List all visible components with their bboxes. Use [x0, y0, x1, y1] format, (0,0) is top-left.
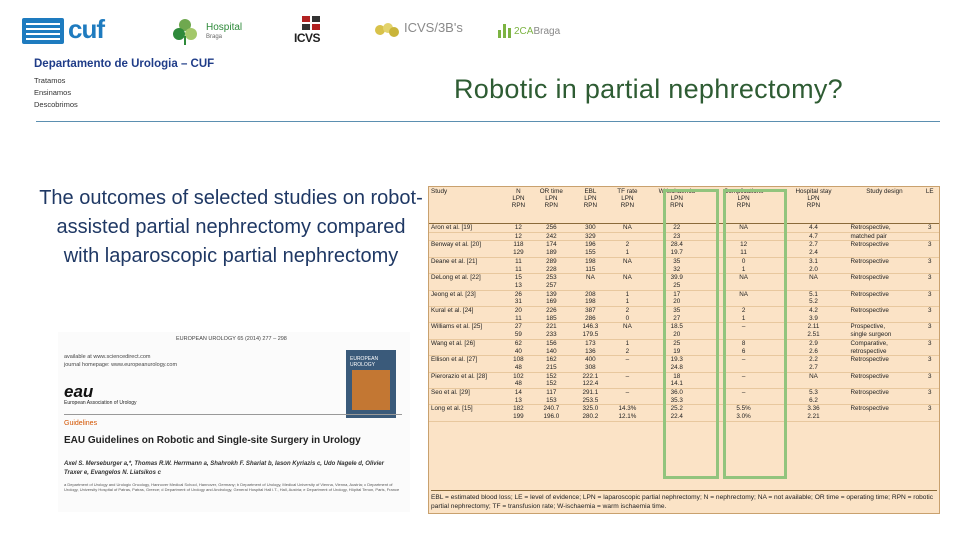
- table-cell: 329: [571, 232, 610, 241]
- table-cell: 2.11 2.51: [779, 323, 849, 339]
- table-cell: 3: [920, 389, 939, 405]
- table-cell: 25.2 22.4: [645, 405, 709, 421]
- table-cell: Retrospective: [848, 405, 920, 421]
- slide-caption: The outcomes of selected studies on robot-assisted partial nephrectomy compared with laparoscopic partial nephrectomy: [39, 187, 423, 267]
- table-cell: 174 189: [532, 241, 571, 257]
- table-cell: 291.1 253.5: [571, 389, 610, 405]
- icvs-3bs-mark-icon: [374, 20, 400, 40]
- table-cell: Retrospective: [848, 372, 920, 388]
- highlight-complications: [723, 189, 787, 479]
- table-cell: 1 2: [610, 339, 645, 355]
- table-cell: NA: [610, 274, 645, 290]
- table-cell: –: [709, 389, 779, 405]
- table-cell: 3: [920, 290, 939, 306]
- table-cell: 3.36 2.21: [779, 405, 849, 421]
- table-cell: 20 11: [505, 307, 532, 323]
- table-cell: NA: [779, 372, 849, 388]
- table-cell: 300: [571, 224, 610, 233]
- cuf-logo-text: cuf: [68, 14, 104, 44]
- table-cell: 3: [920, 241, 939, 257]
- table-cell: 182 199: [505, 405, 532, 421]
- table-cell: Retrospective,: [848, 224, 920, 233]
- table-cell: [920, 232, 939, 241]
- paper-available: available at www.sciencedirect.com: [64, 354, 151, 360]
- table-cell: [610, 232, 645, 241]
- table-cell: 39.9 25: [645, 274, 709, 290]
- table-cell: Comparative, retrospective: [848, 339, 920, 355]
- table-cell: Seo et al. [29]: [429, 389, 505, 405]
- table-cell: Retrospective: [848, 389, 920, 405]
- table-cell: Prospective, single surgeon: [848, 323, 920, 339]
- table-cell: 23: [645, 232, 709, 241]
- table-cell: 208 198: [571, 290, 610, 306]
- paper-divider: [64, 414, 402, 415]
- table-cell: NA: [571, 274, 610, 290]
- table-header-cell: W-ischaemia LPN RPN: [645, 187, 709, 224]
- table-cell: 117 153: [532, 389, 571, 405]
- icvs-3bs-logo: [374, 14, 474, 46]
- table-cell: –: [610, 356, 645, 372]
- table-cell: 400 308: [571, 356, 610, 372]
- table-cell: Williams et al. [25]: [429, 323, 505, 339]
- header-divider: [36, 121, 940, 122]
- table-cell: 2 1: [610, 241, 645, 257]
- table-cell: 18.5 20: [645, 323, 709, 339]
- cuf-mark-icon: [22, 18, 64, 44]
- table-cell: 17 20: [645, 290, 709, 306]
- table-cell: 4.7: [779, 232, 849, 241]
- table-cell: 108 48: [505, 356, 532, 372]
- table-cell: 253 257: [532, 274, 571, 290]
- outcomes-table: [428, 186, 940, 514]
- table-cell: 14.3% 12.1%: [610, 405, 645, 421]
- table-cell: 2.2 2.7: [779, 356, 849, 372]
- table-cell: Jeong et al. [23]: [429, 290, 505, 306]
- table-cell: 2 0: [610, 307, 645, 323]
- table-cell: 152 152: [532, 372, 571, 388]
- eau-logo-subtitle: European Association of Urology: [64, 400, 137, 406]
- department-name: Departamento de Urologia – CUF: [34, 58, 215, 70]
- table-cell: 3: [920, 274, 939, 290]
- table-cell: Pierorazio et al. [28]: [429, 372, 505, 388]
- table-cell: NA: [709, 290, 779, 306]
- table-cell: 3: [920, 323, 939, 339]
- hospital-logo-subtext: Braga: [206, 34, 223, 40]
- table-cell: Deane et al. [21]: [429, 257, 505, 273]
- table-header-cell: Complications LPN RPN: [709, 187, 779, 224]
- tagline-2: Ensinamos: [34, 88, 72, 97]
- table-cell: 173 136: [571, 339, 610, 355]
- table-cell: Aron et al. [19]: [429, 224, 505, 233]
- table-cell: 226 185: [532, 307, 571, 323]
- table-cell: Retrospective: [848, 307, 920, 323]
- table-cell: 242: [532, 232, 571, 241]
- table-cell: 3.1 2.0: [779, 257, 849, 273]
- table-cell: Retrospective: [848, 241, 920, 257]
- table-cell: [429, 232, 505, 241]
- table-cell: 2.7 2.4: [779, 241, 849, 257]
- table-header-cell: Study design: [848, 187, 920, 224]
- 2ca-bars-icon: [498, 24, 512, 38]
- table-cell: 156 140: [532, 339, 571, 355]
- table-cell: NA: [709, 274, 779, 290]
- table-cell: 36.0 35.3: [645, 389, 709, 405]
- table-cell: 3: [920, 372, 939, 388]
- paper-affiliations: a Department of Urology and Urologic Oncology, Hannover Medical School, Hannover, Germany; b Department of Urology, Medical University of Vienna, Vienna, Austria; c Department of Urology, University Hospital of Patras, Patras, Greece; d Department of Urology and Andrology, General Hospital Hall i.T., Hall, Austria; e Department of Urology, Hôpital Tenon, Paris, France: [64, 482, 400, 492]
- table-cell: DeLong et al. [22]: [429, 274, 505, 290]
- hospital-braga-logo: [170, 16, 260, 46]
- table-header-cell: LE: [920, 187, 939, 224]
- table-cell: –: [709, 323, 779, 339]
- table-cell: 3: [920, 257, 939, 273]
- table-cell: 12: [505, 232, 532, 241]
- table-cell: 25 19: [645, 339, 709, 355]
- table-cell: 26 31: [505, 290, 532, 306]
- table-cell: 28.4 19.7: [645, 241, 709, 257]
- table-cell: 4.4: [779, 224, 849, 233]
- table-cell: 5.1 5.2: [779, 290, 849, 306]
- paper-section: Guidelines: [64, 420, 98, 427]
- table-cell: 3: [920, 339, 939, 355]
- table-cell: 325.0 280.2: [571, 405, 610, 421]
- hospital-logo-text: Hospital: [206, 22, 243, 33]
- table-cell: 240.7 196.0: [532, 405, 571, 421]
- table-cell: 3: [920, 224, 939, 233]
- table-cell: 102 48: [505, 372, 532, 388]
- icvs-logo: [294, 14, 354, 46]
- table-header-cell: N LPN RPN: [505, 187, 532, 224]
- paper-homepage: journal homepage: www.europeanurology.com: [64, 362, 178, 368]
- hospital-leaf-icon: [170, 16, 200, 46]
- table-cell: 5.5% 3.0%: [709, 405, 779, 421]
- table-header-cell: Study: [429, 187, 505, 224]
- paper-authors: Axel S. Merseburger a,*, Thomas R.W. Herrmann a, Shahrokh F. Shariat b, Iason Kyriazis c, Udo Nagele d, Olivier Traxer e, Evangelos N. Liatsikos c: [64, 461, 384, 476]
- table-cell: Wang et al. [26]: [429, 339, 505, 355]
- table-header-cell: EBL LPN RPN: [571, 187, 610, 224]
- table-cell: 139 169: [532, 290, 571, 306]
- table-cell: Kural et al. [24]: [429, 307, 505, 323]
- table-cell: 3: [920, 307, 939, 323]
- table-cell: 15 13: [505, 274, 532, 290]
- journal-cover-image: EUROPEAN UROLOGY: [346, 350, 396, 418]
- table-cell: 118 129: [505, 241, 532, 257]
- tagline-3: Descobrimos: [34, 100, 78, 109]
- table-cell: matched pair: [848, 232, 920, 241]
- table-cell: 289 228: [532, 257, 571, 273]
- table-cell: NA: [709, 224, 779, 233]
- table-cell: 62 40: [505, 339, 532, 355]
- table-cell: 256: [532, 224, 571, 233]
- table-cell: 19.3 24.8: [645, 356, 709, 372]
- 2ca-braga-logo: [498, 20, 578, 44]
- table-cell: 27 59: [505, 323, 532, 339]
- table-header-cell: TF rate LPN RPN: [610, 187, 645, 224]
- table-header-cell: Hospital stay LPN RPN: [779, 187, 849, 224]
- table-cell: 11 11: [505, 257, 532, 273]
- paper-title: EAU Guidelines on Robotic and Single-site Surgery in Urology: [64, 435, 361, 446]
- table-cell: Ellison et al. [27]: [429, 356, 505, 372]
- icvs-logo-text: ICVS: [294, 31, 321, 45]
- table-cell: 2.9 2.6: [779, 339, 849, 355]
- table-cell: 5.3 6.2: [779, 389, 849, 405]
- table-cell: 387 286: [571, 307, 610, 323]
- table-cell: Retrospective: [848, 290, 920, 306]
- table-cell: 22: [645, 224, 709, 233]
- table-cell: 2 1: [709, 307, 779, 323]
- table-cell: Retrospective: [848, 356, 920, 372]
- table-footnote: EBL = estimated blood loss; LE = level of evidence; LPN = laparoscopic partial nephrectomy; N = nephrectomy; NA = not available; OR time = operating time; RPN = robotic partial nephrectomy; TF = transfusion rate; W-ischaemia = warm ischaemia time.: [431, 490, 937, 511]
- table-cell: NA: [610, 257, 645, 273]
- tagline-1: Tratamos: [34, 76, 66, 85]
- table-cell: 3: [920, 356, 939, 372]
- table-cell: –: [709, 372, 779, 388]
- table-cell: 222.1 122.4: [571, 372, 610, 388]
- table-cell: NA: [610, 323, 645, 339]
- paper-excerpt-image: [58, 332, 410, 512]
- table-cell: 18 14.1: [645, 372, 709, 388]
- table-cell: –: [709, 356, 779, 372]
- table-cell: 0 1: [709, 257, 779, 273]
- table-cell: 14 13: [505, 389, 532, 405]
- paper-journal: EUROPEAN UROLOGY 65 (2014) 277 – 298: [176, 336, 287, 342]
- highlight-w-ischaemia: [663, 189, 719, 479]
- icvs-mark-icon: [302, 16, 320, 30]
- table-cell: 35 32: [645, 257, 709, 273]
- table-cell: 198 115: [571, 257, 610, 273]
- table-cell: –: [610, 372, 645, 388]
- table-cell: Benway et al. [20]: [429, 241, 505, 257]
- table-cell: NA: [610, 224, 645, 233]
- table-header-cell: OR time LPN RPN: [532, 187, 571, 224]
- table-cell: 3: [920, 405, 939, 421]
- eau-logo: eau: [64, 382, 94, 401]
- table-cell: NA: [779, 274, 849, 290]
- table-cell: –: [610, 389, 645, 405]
- table-cell: Long et al. [15]: [429, 405, 505, 421]
- cuf-logo: [22, 16, 120, 46]
- table-cell: 1 1: [610, 290, 645, 306]
- table-cell: Retrospective: [848, 257, 920, 273]
- table-cell: 12: [505, 224, 532, 233]
- table-cell: 221 233: [532, 323, 571, 339]
- table-cell: 8 6: [709, 339, 779, 355]
- table-cell: 162 215: [532, 356, 571, 372]
- table-cell: 4.2 3.9: [779, 307, 849, 323]
- icvs-3bs-logo-text: ICVS/3B's: [404, 20, 463, 35]
- slide-title: Robotic in partial nephrectomy?: [454, 74, 844, 104]
- table-cell: 12 11: [709, 241, 779, 257]
- table-cell: 35 27: [645, 307, 709, 323]
- 2ca-logo-text: 2CABraga: [514, 26, 561, 37]
- table-cell: Retrospective: [848, 274, 920, 290]
- table-cell: 196 155: [571, 241, 610, 257]
- table-cell: 146.3 179.5: [571, 323, 610, 339]
